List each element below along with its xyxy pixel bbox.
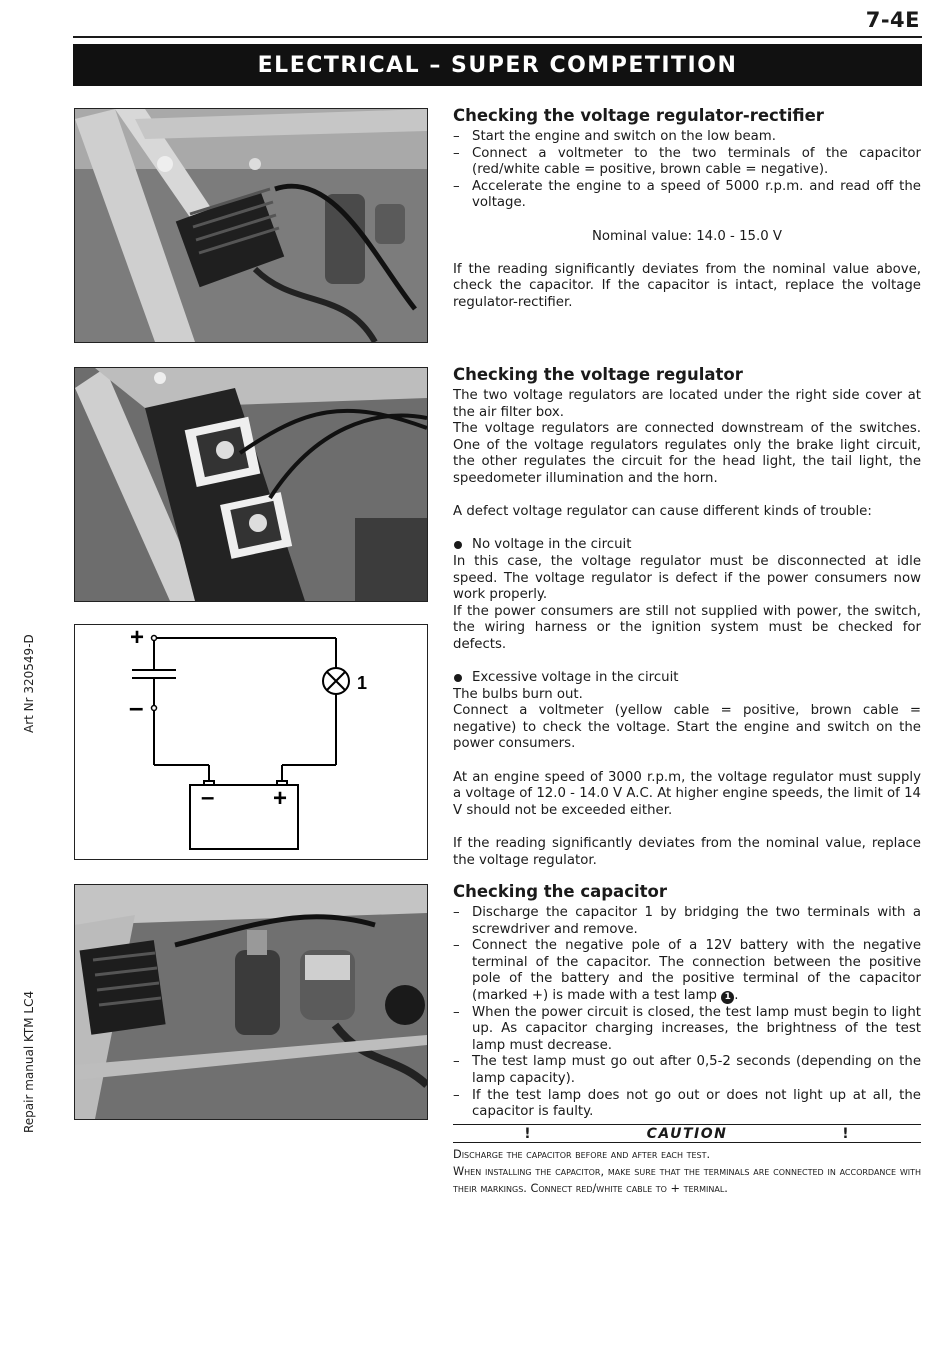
capacitor-plus-sign: + — [130, 625, 145, 651]
photo-voltage-regulator-rectifier — [74, 108, 428, 343]
bullet-item: Excessive voltage in the circuit — [453, 670, 921, 687]
paragraph: At an engine speed of 3000 r.p.m, the voltage regulator must supply a voltage of 12.0 - 14.0 V A.C. At higher engine speeds, the limit of 14 V should not be exceeded either. — [453, 769, 921, 818]
paragraph: If the reading significantly deviates from the nominal value above, check the capacitor. If the capacitor is intact, replace the voltage regulator-rectifier. — [453, 261, 921, 310]
capacitor-minus-sign: – — [129, 692, 144, 722]
paragraph: A defect voltage regulator can cause different kinds of trouble: — [453, 504, 872, 520]
top-rule — [73, 36, 922, 38]
paragraph: If the power consumers are still not supplied with power, the switch, the wiring harness or the ignition system must be checked for defects. — [453, 603, 921, 652]
list-item: – If the test lamp does not go out or does not light up at all, the capacitor is faulty. — [453, 1088, 921, 1121]
nominal-value: Nominal value: 14.0 - 15.0 V — [591, 228, 783, 244]
list-item: – The test lamp must go out after 0,5-2 seconds (depending on the lamp capacity). — [453, 1054, 921, 1087]
list-item: – Connect a voltmeter to the two terminals of the capacitor (red/white cable = positive, brown cable = negative). — [453, 146, 921, 179]
paragraph: The bulbs burn out. — [453, 686, 583, 702]
step-text-end: . — [734, 987, 739, 1003]
paragraph: Connect a voltmeter (yellow cable = positive, brown cable = negative) to check the voltage. Start the engine and switch on the power consumers. — [453, 703, 921, 752]
list-item: – Accelerate the engine to a speed of 5000 r.p.m. and read off the voltage. — [453, 179, 921, 212]
section-regulator-rectifier — [453, 106, 921, 312]
caution-text — [453, 1146, 921, 1197]
step-text: Connect the negative pole of a 12V battery with the negative terminal of the capacitor. The connection between the positive pole of the battery and the positive terminal of the capacitor (marked +) is made with a test lamp — [472, 938, 921, 1003]
caution-word: CAUTION — [646, 1125, 728, 1142]
caution-line: Discharge the capacitor before and after each test. — [453, 1148, 711, 1161]
caution-mark-left: ! — [524, 1125, 532, 1142]
list-item: – When the power circuit is closed, the test lamp must begin to light up. As capacitor charging increases, the brightness of the test lamp must decrease. — [453, 1005, 921, 1055]
capacitor-terminal-plus — [152, 636, 157, 641]
paragraph: If the reading significantly deviates from the nominal value, replace the voltage regulator. — [453, 836, 921, 868]
list-item: – Discharge the capacitor 1 by bridging the two terminals with a screwdriver and remove. — [453, 905, 921, 938]
paragraph: The voltage regulators are connected downstream of the switches. One of the voltage regulators regulates only the brake light circuit, the other regulates the circuit for the head light, the tail light, the speedometer illumination and the horn. — [453, 421, 921, 486]
page-title: ELECTRICAL – SUPER COMPETITION — [257, 52, 738, 78]
side-label-manual: Repair manual KTM LC4 — [22, 990, 36, 1133]
section-capacitor — [453, 882, 921, 1121]
caution-line: When installing the capacitor, make sure that the terminals are connected in accordance with their markings. Connect red/white cable to + terminal. — [453, 1165, 921, 1195]
list-item — [453, 938, 921, 1004]
section-heading: Checking the voltage regulator — [453, 365, 743, 384]
test-lamp-marker: 1 — [721, 991, 734, 1004]
caution-header — [453, 1124, 921, 1143]
side-label-art-nr: Art Nr 320549-D — [22, 634, 36, 733]
list-item: – Start the engine and switch on the low beam. — [453, 129, 921, 146]
section-title-bar — [73, 44, 922, 86]
bullet-item: No voltage in the circuit — [453, 537, 921, 554]
circuit-diagram — [74, 624, 428, 860]
photo-capacitor — [74, 884, 428, 1120]
section-heading: Checking the capacitor — [453, 882, 667, 901]
paragraph: In this case, the voltage regulator must be disconnected at idle speed. The voltage regulator is defect if the power consumers now work properly. — [453, 553, 921, 603]
section-heading: Checking the voltage regulator-rectifier — [453, 106, 824, 125]
caution-mark-right: ! — [842, 1125, 850, 1142]
capacitor-terminal-minus — [152, 706, 157, 711]
page-number: 7-4E — [865, 8, 920, 32]
paragraph: The two voltage regulators are located under the right side cover at the air filter box. — [453, 388, 921, 420]
lamp-label-1: 1 — [357, 673, 368, 693]
section-voltage-regulator — [453, 365, 921, 869]
battery-minus-sign: – — [201, 784, 215, 811]
battery-plus-sign: + — [273, 785, 288, 812]
photo-voltage-regulators — [74, 367, 428, 602]
